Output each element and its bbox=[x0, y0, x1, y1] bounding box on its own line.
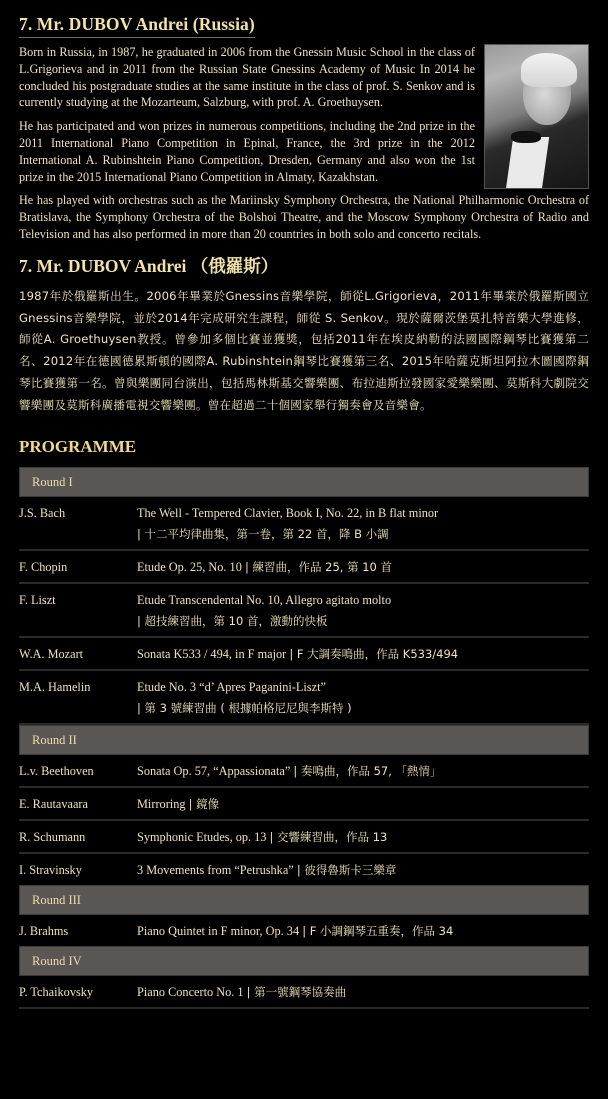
work bbox=[137, 858, 589, 881]
table-row bbox=[19, 976, 589, 1009]
bio-paragraph-zh: 1987年於俄羅斯出生。2006年畢業於Gnessins音樂學院，師從L.Grigorieva，2011年畢業於俄羅斯國立Gnessins音樂學院，並於2014年完成研究生課程，師從 S. Senkov。現於薩爾茨堡莫扎特音樂大學進修，師從A. Groethuysen教授。曾參加多個比賽並獲獎，包括2011年在埃皮納勒的法國國際鋼琴比賽獲第二名、2012年在德國德累斯頓的國際A. Rubinshtein鋼琴比賽獲第三名、2015年哈薩克斯坦阿拉木圖國際鋼琴比賽獲第一名。曾與樂團同台演出，包括馬林斯基交響樂團、布拉迪斯拉發國家愛樂樂團、莫斯科大劇院交響樂團及莫斯科廣播電視交響樂團。曾在超過二十個國家舉行獨奏會及音樂會。 bbox=[19, 288, 589, 412]
work-en: Piano Quintet in F minor, Op. 34 bbox=[137, 923, 303, 938]
work-en: Symphonic Etudes, op. 13 bbox=[137, 829, 270, 844]
bio-title-zh: 7. Mr. DUBOV Andrei （俄羅斯） bbox=[19, 255, 279, 276]
work bbox=[137, 501, 589, 545]
table-row bbox=[19, 671, 589, 725]
bio-paragraph-2: He has participated and won prizes in numerous competitions, including the 2nd prize in the 2011 International Piano Competition in Epinal, France, the 3rd prize in the 2012 International A. Rubinshtein Piano Competition, Dresden, Germany and also won the 1st prize in the 2015 International Piano Competition in Almaty, Kazakhstan. bbox=[19, 119, 475, 184]
table-row bbox=[19, 551, 589, 584]
work-en: Piano Concerto No. 1 bbox=[137, 984, 247, 999]
work-en: Etude Transcendental No. 10, Allegro agitato molto bbox=[137, 592, 392, 607]
composer: M.A. Hamelin bbox=[19, 679, 91, 694]
composer: I. Stravinsky bbox=[19, 862, 82, 877]
portrait-photo bbox=[484, 44, 589, 189]
work-en: Etude Op. 25, No. 10 bbox=[137, 559, 245, 574]
composer: J.S. Bach bbox=[19, 505, 66, 520]
table-row bbox=[19, 638, 589, 671]
work bbox=[137, 588, 589, 632]
composer: F. Chopin bbox=[19, 559, 68, 574]
work-en: Sonata K533 / 494, in F major bbox=[137, 646, 290, 661]
work-zh: | 練習曲，作品 25, 第 10 首 bbox=[244, 559, 393, 574]
table-row bbox=[19, 497, 589, 551]
table-row bbox=[19, 755, 589, 788]
work bbox=[137, 919, 589, 942]
work bbox=[137, 642, 589, 665]
bio-paragraph-3: He has played with orchestras such as the Mariinsky Symphony Orchestra, the National Philharmonic Orchestra of Bratislava, the Symphony Orchestra of the Bolshoi Theatre, and the Moscow Symphony Orchestra of Radio and Television and has also performed in more than 20 countries in both solo and concerto recitals. bbox=[19, 193, 589, 241]
bio-en bbox=[19, 44, 589, 243]
composer: F. Liszt bbox=[19, 592, 56, 607]
composer: W.A. Mozart bbox=[19, 646, 84, 661]
round-header: Round III bbox=[19, 885, 589, 915]
bio-title-en: 7. Mr. DUBOV Andrei (Russia) bbox=[19, 14, 255, 38]
work-en: Etude No. 3 “d’ Apres Paganini-Liszt” bbox=[137, 679, 326, 694]
table-row bbox=[19, 821, 589, 854]
composer: R. Schumann bbox=[19, 829, 86, 844]
work bbox=[137, 792, 589, 815]
work bbox=[137, 675, 589, 719]
bio-paragraph-1: Born in Russia, in 1987, he graduated in 2006 from the Gnessin Music School in the class of L.Grigorieva and in 2011 from the Russian State Gnessins Academy of Music In 2014 he concluded his postgraduate studies at the same institute in the class of prof. S. Senkov and is currently studying at the Mozarteum, Salzburg, with prof. A. Groethuysen. bbox=[19, 45, 475, 110]
composer: L.v. Beethoven bbox=[19, 763, 94, 778]
work-en: Mirroring bbox=[137, 796, 189, 811]
work-zh: | 第一號鋼琴協奏曲 bbox=[246, 984, 347, 999]
table-row bbox=[19, 788, 589, 821]
round-header: Round I bbox=[19, 467, 589, 497]
table-row bbox=[19, 854, 589, 885]
round-header: Round IV bbox=[19, 946, 589, 976]
work bbox=[137, 759, 589, 782]
programme-title: PROGRAMME bbox=[19, 436, 137, 456]
work bbox=[137, 555, 589, 578]
work-en: The Well - Tempered Clavier, Book I, No. 22, in B flat minor bbox=[137, 505, 439, 520]
photo-hair bbox=[521, 53, 577, 87]
table-row bbox=[19, 584, 589, 638]
composer: P. Tchaikovsky bbox=[19, 984, 94, 999]
work-zh: | F 大調奏鳴曲，作品 K533/494 bbox=[289, 646, 459, 661]
photo-bow-tie bbox=[511, 131, 541, 143]
work-zh: | 交響練習曲，作品 13 bbox=[269, 829, 388, 844]
work-zh: | 鏡像 bbox=[188, 796, 220, 811]
work-zh: | 十二平均律曲集，第一卷，第 22 首，降 B 小調 bbox=[137, 526, 389, 541]
work bbox=[137, 825, 589, 848]
work-en: Sonata Op. 57, “Appassionata” bbox=[137, 763, 294, 778]
round-header: Round II bbox=[19, 725, 589, 755]
work-zh: | 彼得魯斯卡三樂章 bbox=[296, 862, 397, 877]
work-zh: | 第 3 號練習曲 ( 根據帕格尼尼與李斯特 ) bbox=[137, 700, 352, 715]
table-row bbox=[19, 915, 589, 946]
composer: J. Brahms bbox=[19, 923, 69, 938]
work-zh: | F 小調鋼琴五重奏，作品 34 bbox=[302, 923, 454, 938]
programme-table bbox=[19, 467, 589, 1009]
composer: E. Rautavaara bbox=[19, 796, 88, 811]
photo-shirt bbox=[505, 137, 549, 189]
work bbox=[137, 980, 589, 1003]
work-zh: | 奏鳴曲，作品 57, 「熱情」 bbox=[293, 763, 442, 778]
work-en: 3 Movements from “Petrushka” bbox=[137, 862, 297, 877]
work-zh: | 超技練習曲，第 10 首，激動的快板 bbox=[137, 613, 328, 628]
